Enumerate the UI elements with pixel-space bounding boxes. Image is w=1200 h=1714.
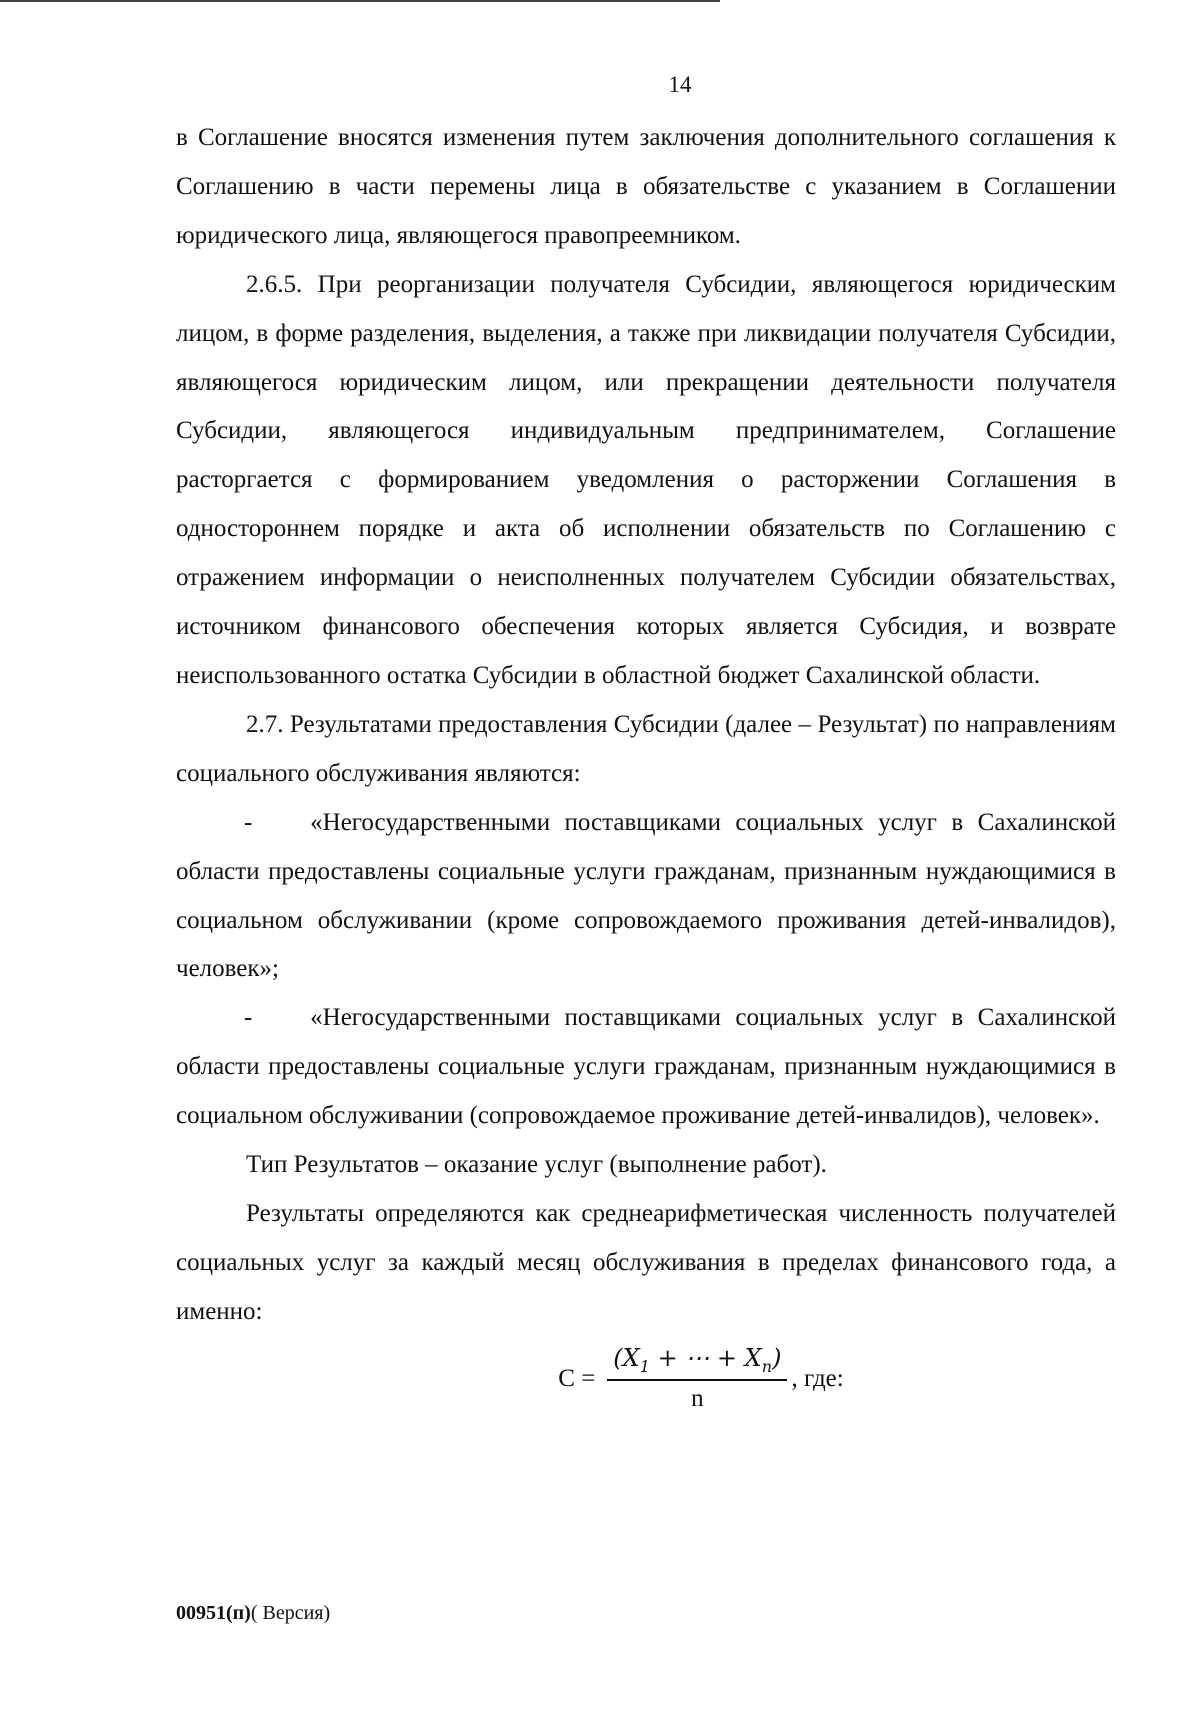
average-formula <box>286 1345 1116 1413</box>
result-item-2: - «Негосударственными поставщиками социальных услуг в Сахалинской области предоставлены социальные услуги гражданам, признанным нуждающимися в социальном обслуживании (сопровождаемое проживание детей-инвалидов), человек». <box>176 1004 1116 1130</box>
document-version: ( Версия) <box>250 1602 331 1624</box>
formula-denominator: n <box>691 1385 704 1413</box>
document-body <box>176 114 1116 1413</box>
document-footer <box>176 1602 330 1625</box>
formula-lhs: С = <box>558 1364 596 1392</box>
paragraph-2-6-5: 2.6.5. При реорганизации получателя Субсидии, являющегося юридическим лицом, в форме разделения, выделения, а также при ликвидации получателя Субсидии, являющегося юридическим лицом, или прекращении деятельности получателя Субсидии, являющегося индивидуальным предпринимателем, Соглашение расторгается с формированием уведомления о расторжении Соглашения в одностороннем порядке и акта об исполнении обязательств по Соглашению с отражением информации о неисполненных получателем Субсидии обязательствах, источником финансового обеспечения которых является Субсидия, и возврате неиспользованного остатка Субсидии в областной бюджет Сахалинской области. <box>176 270 1116 689</box>
top-rule <box>0 0 720 2</box>
result-type: Тип Результатов – оказание услуг (выполнение работ). <box>246 1151 827 1179</box>
page-number-text: 14 <box>668 72 692 97</box>
result-definition: Результаты определяются как среднеарифметическая численность получателей социальных услуг за каждый месяц обслуживания в пределах финансового года, а именно: <box>176 1199 1116 1325</box>
formula-numerator: ($X_1$ + ⋯ + $X_n$) <box>607 1345 787 1381</box>
formula-suffix: , где: <box>791 1364 844 1392</box>
result-item-1: - «Негосударственными поставщиками социальных услуг в Сахалинской области предоставлены социальные услуги гражданам, признанным нуждающимися в социальном обслуживании (кроме сопровождаемого проживания детей-инвалидов), человек»; <box>176 808 1116 983</box>
page-number <box>0 72 1200 98</box>
formula-fraction <box>607 1345 787 1413</box>
paragraph-continuation: в Соглашение вносятся изменения путем заключения дополнительного соглашения к Соглашению в части перемены лица в обязательстве с указанием в Соглашении юридического лица, являющегося правопреемником. <box>176 124 1116 249</box>
paragraph-2-7: 2.7. Результатами предоставления Субсидии (далее – Результат) по направлениям социального обслуживания являются: <box>176 710 1116 787</box>
document-code: 00951(п) <box>176 1602 251 1624</box>
